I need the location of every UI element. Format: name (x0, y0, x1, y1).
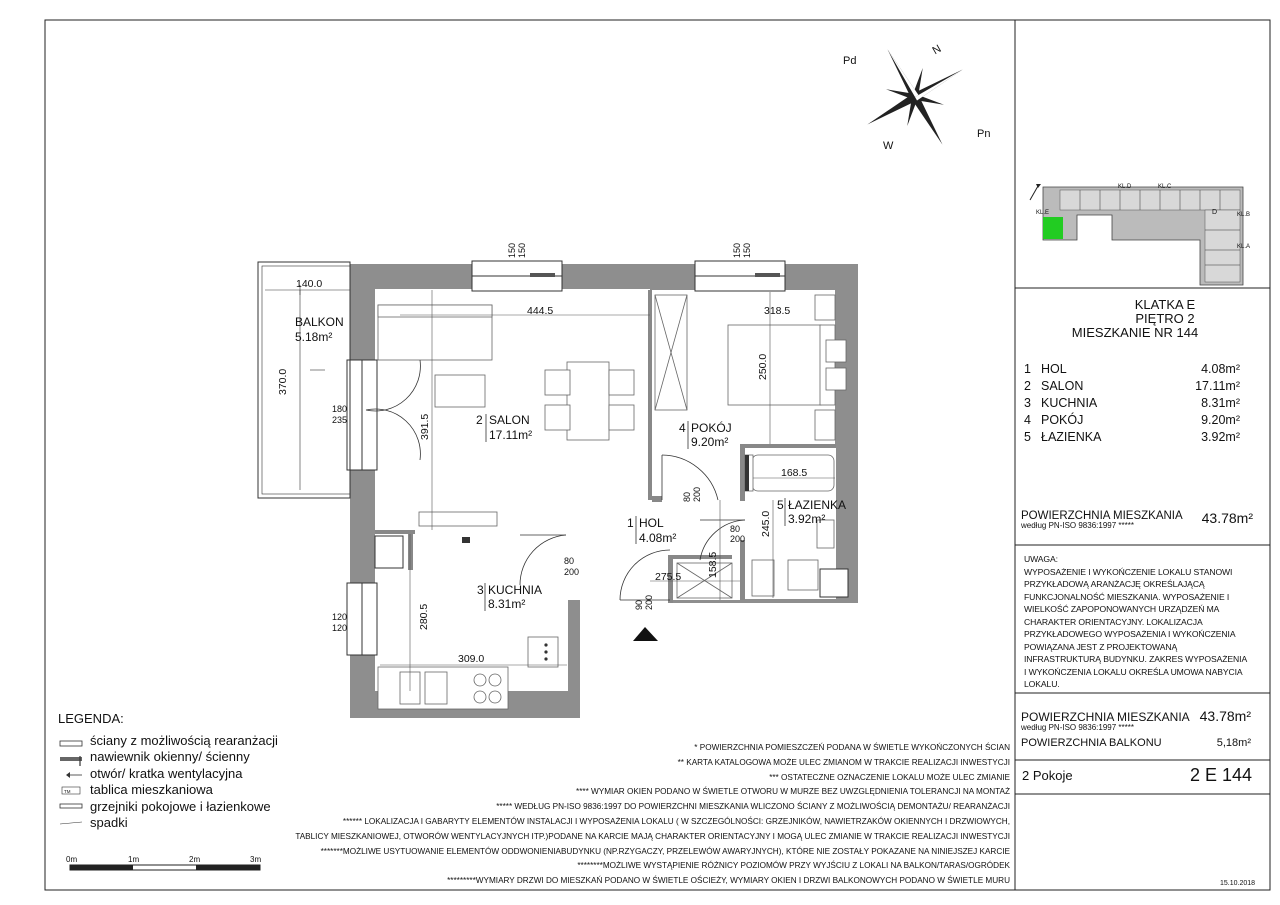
opening-label: 90 (634, 599, 644, 610)
dimension-label: 391.5 (419, 413, 431, 440)
opening-label: 235 (332, 415, 348, 425)
legend-item: nawiewnik okienny/ ścienny (90, 749, 250, 765)
rooms-count: 2 Pokoje (1022, 768, 1073, 783)
apartment-highlight (1043, 217, 1063, 239)
footnote: *******MOŻLIWE USYTUOWANIE ELEMENTÓW ODDWONIENIABUDYNKU (NP.RZYGACZY, PRZELEWÓW AWARYJNYCH), KTÓRE NIE ZOSTAŁY POKAZANE NA NINIEJSZEJ KARCIE (320, 846, 1010, 856)
opening-label: 150 (732, 242, 742, 258)
room-name: HOL (639, 516, 664, 530)
dimension-label: 444.5 (527, 305, 554, 317)
room-number: 5 (777, 498, 784, 512)
list-item: 4 POKÓJ 9.20m² (1024, 412, 1240, 427)
dimension-label: 140.0 (296, 278, 323, 290)
footnote: ***** WEDŁUG PN-ISO 9836:1997 DO POWIERZCHNI MIESZKANIA WLICZONO ŚCIANY Z MOŻLIWOŚCIĄ DEMONTAŻU/ REARANŻACJI (496, 802, 1010, 812)
staircase-label: KLATKA E (1134, 297, 1196, 312)
dimension-label: 280.5 (418, 603, 430, 630)
apartment-plan (258, 243, 858, 718)
balcony-area-label: POWIERZCHNIA BALKONU (1021, 737, 1162, 749)
apartment-number: MIESZKANIE NR 144 (1071, 325, 1199, 340)
apartment-code: 2 E 144 (1189, 765, 1252, 785)
dimension-label: 158.5 (707, 551, 719, 578)
list-item: 1 HOL 4.08m² (1024, 361, 1240, 376)
dimension-label: 370.0 (277, 368, 289, 395)
area-value: 43.78m² (1199, 708, 1251, 724)
remarks-line: POWIĄZANA JEST Z PROJEKTOWANĄ (1024, 641, 1178, 652)
remarks-line: I WYKOŃCZENIA LOKALU OKREŚLA UMOWA NABYCIA (1024, 666, 1243, 677)
room-number: 2 (476, 413, 483, 427)
keyplan-label: KL.D (1118, 184, 1132, 190)
dimension-label: 318.5 (764, 305, 791, 317)
footnote: ****** LOKALIZACJA I GABARYTY ELEMENTÓW INSTALACJI I WYPOSAŻENIA LOKALU ( W SZCZEGÓLNOŚCI: GRZEJNIKÓW, NAWIETRZAKÓW OKIENNYCH I DRZWIOWYCH, (342, 816, 1010, 826)
dimension-label: 275.5 (655, 571, 682, 583)
footnote: ** KARTA KATALOGOWA MOŻE ULEC ZMIANOM W TRAKCIE REALIZACJI INWESTYCJI (677, 757, 1010, 767)
opening-label: 120 (332, 612, 348, 622)
apartment-area-summary (1021, 510, 1257, 530)
opening-label: 200 (692, 486, 702, 502)
compass-label: W (883, 140, 894, 152)
compass-label: Pd (843, 55, 857, 67)
keyplan-label: KL.B (1237, 212, 1251, 218)
legend-item: grzejniki pokojowe i łazienkowe (90, 798, 271, 814)
room-number: 1 (627, 516, 634, 530)
footnote: *********WYMIARY DRZWI DO MIESZKAŃ PODANO W ŚWIETLE OŚCIEŻY, WYMIARY OKIEN I DRZWI BALKONOWYCH PODANO W ŚWIETLE MURU (447, 876, 1010, 886)
remarks-title: UWAGA: (1024, 554, 1058, 564)
keyplan-label: KL.E (1036, 210, 1050, 216)
dimension-label: 168.5 (781, 467, 808, 479)
list-item: 2 SALON 17.11m² (1024, 378, 1240, 393)
remarks-line: CHARAKTER ORIENTACYJNY. LOKALIZACJA (1024, 616, 1203, 627)
remarks-line: LOKALU. (1024, 679, 1060, 689)
footnote: ********MOŻLIWE WYSTĄPIENIE RÓŻNICY POZIOMÓW PRZY WYJŚCIU Z LOKALI NA BALKON/TARAS/OGRÓDEK (577, 861, 1010, 871)
balcony-area: 5.18m² (295, 330, 333, 344)
dimension-label: 250.0 (757, 353, 769, 380)
floor-label: PIĘTRO 2 (1135, 311, 1195, 326)
legend-item: ściany z możliwością rearanżacji (90, 732, 278, 748)
compass-label: N (930, 42, 944, 58)
area-standard: według PN-ISO 9836:1997 ***** (1021, 521, 1134, 530)
opening-label: 80 (682, 491, 692, 502)
legend-title: LEGENDA: (58, 711, 124, 726)
opening-label: 200 (564, 567, 580, 577)
area-standard: według PN-ISO 9836:1997 ***** (1021, 723, 1134, 732)
scale-label: 3m (250, 855, 262, 864)
remarks-line: PRZYKŁADOWĄ ARANŻACJĘ OKREŚLAJĄCĄ (1024, 579, 1205, 589)
keyplan-label: D (1212, 209, 1218, 216)
keyplan-label: KL.A (1237, 244, 1251, 250)
balcony-name: BALKON (295, 315, 344, 329)
remarks-line: WIELKOŚĆ ZAPOPONOWANYCH URZĄDZEŃ MA (1024, 604, 1220, 614)
room-area: 17.11m² (489, 428, 533, 442)
opening-label: 200 (730, 534, 746, 544)
balcony-area-summary (1021, 737, 1257, 749)
legend-item: tablica mieszkaniowa (90, 782, 213, 798)
room-list (1024, 360, 1240, 445)
dimension-label: 309.0 (458, 653, 485, 665)
room-area: 4.08m² (639, 531, 677, 545)
keyplan-label: KL.C (1158, 184, 1172, 190)
legend (58, 711, 278, 831)
list-item: 5 ŁAZIENKA 3.92m² (1024, 429, 1240, 444)
room-number: 4 (679, 421, 686, 435)
room-area: 3.92m² (788, 512, 826, 526)
legend-tm: TM (64, 789, 71, 794)
area-label: POWIERZCHNIA MIESZKANIA (1021, 710, 1190, 724)
apartment-area-summary-2 (1021, 710, 1257, 732)
opening-label: 200 (644, 594, 654, 610)
entrance-marker (633, 627, 658, 641)
compass-rose (840, 22, 991, 172)
remarks-line: INFRASTRUKTURĄ BUDYNKU. ZAKRES WYPOSAŻENIA (1024, 654, 1248, 664)
scale-label: 2m (189, 855, 201, 864)
scale-label: 0m (66, 855, 78, 864)
legend-item: otwór/ kratka wentylacyjna (90, 765, 243, 781)
opening-label: 150 (742, 242, 752, 258)
room-name: SALON (489, 413, 530, 427)
room-name: KUCHNIA (488, 583, 543, 597)
footnote: * POWIERZCHNIA POMIESZCZEŃ PODANA W ŚWIETLE WYKOŃCZONYCH ŚCIAN (694, 743, 1010, 752)
remarks (1024, 553, 1258, 691)
room-name: ŁAZIENKA (788, 498, 847, 512)
opening-label: 150 (517, 242, 527, 258)
footnote: **** WYMIAR OKIEN PODANO W ŚWIETLE OTWORU W MURZE BEZ UWZGLĘDNIENIA TOLERANCJI NA MONTAŻ (576, 787, 1010, 797)
area-value: 43.78m² (1201, 510, 1253, 526)
compass-label: Pn (977, 128, 991, 140)
apartment-type (1022, 765, 1258, 785)
balcony-area-value: 5,18m² (1216, 737, 1251, 749)
footnote: TABLICY MIESZKANIOWEJ, OTWORÓW WENTYLACYJNYCH ITP.)PODANE NA KARCIE MAJĄ CHARAKTER ORIENTACYJNY I MOGĄ ULEC ZMIANIE W TRAKCIE REALIZACJI INWESTYCJI (295, 831, 1010, 841)
opening-label: 180 (332, 404, 348, 414)
apartment-header (1020, 298, 1270, 340)
key-plan (1030, 184, 1250, 285)
opening-label: 80 (730, 524, 741, 534)
remarks-line: WYPOSAŻENIE I WYKOŃCZENIE LOKALU STANOWI (1024, 566, 1233, 577)
room-area: 9.20m² (691, 435, 729, 449)
opening-label: 80 (564, 556, 575, 566)
dimension-label: 245.0 (760, 510, 772, 537)
scale-bar (66, 855, 261, 870)
area-label: POWIERZCHNIA MIESZKANIA (1021, 510, 1183, 522)
opening-label: 150 (507, 242, 517, 258)
remarks-line: FUNKCJONALNOŚĆ MIESZKANIA. WYPOSAŻENIE I (1024, 591, 1230, 602)
footnotes (280, 741, 1010, 889)
room-name: POKÓJ (691, 421, 732, 435)
remarks-line: PRZYKŁADOWEGO WYPOSAŻENIA I WYKOŃCZENIA (1024, 629, 1236, 639)
opening-label: 120 (332, 623, 348, 633)
footnote: *** OSTATECZNE OZNACZENIE LOKALU MOŻE ULEC ZMIANIE (769, 772, 1010, 782)
legend-item: spadki (90, 815, 128, 831)
scale-label: 1m (128, 855, 140, 864)
date-label: 15.10.2018 (1220, 880, 1256, 887)
room-area: 8.31m² (488, 597, 526, 611)
list-item: 3 KUCHNIA 8.31m² (1024, 395, 1240, 410)
room-number: 3 (477, 583, 484, 597)
